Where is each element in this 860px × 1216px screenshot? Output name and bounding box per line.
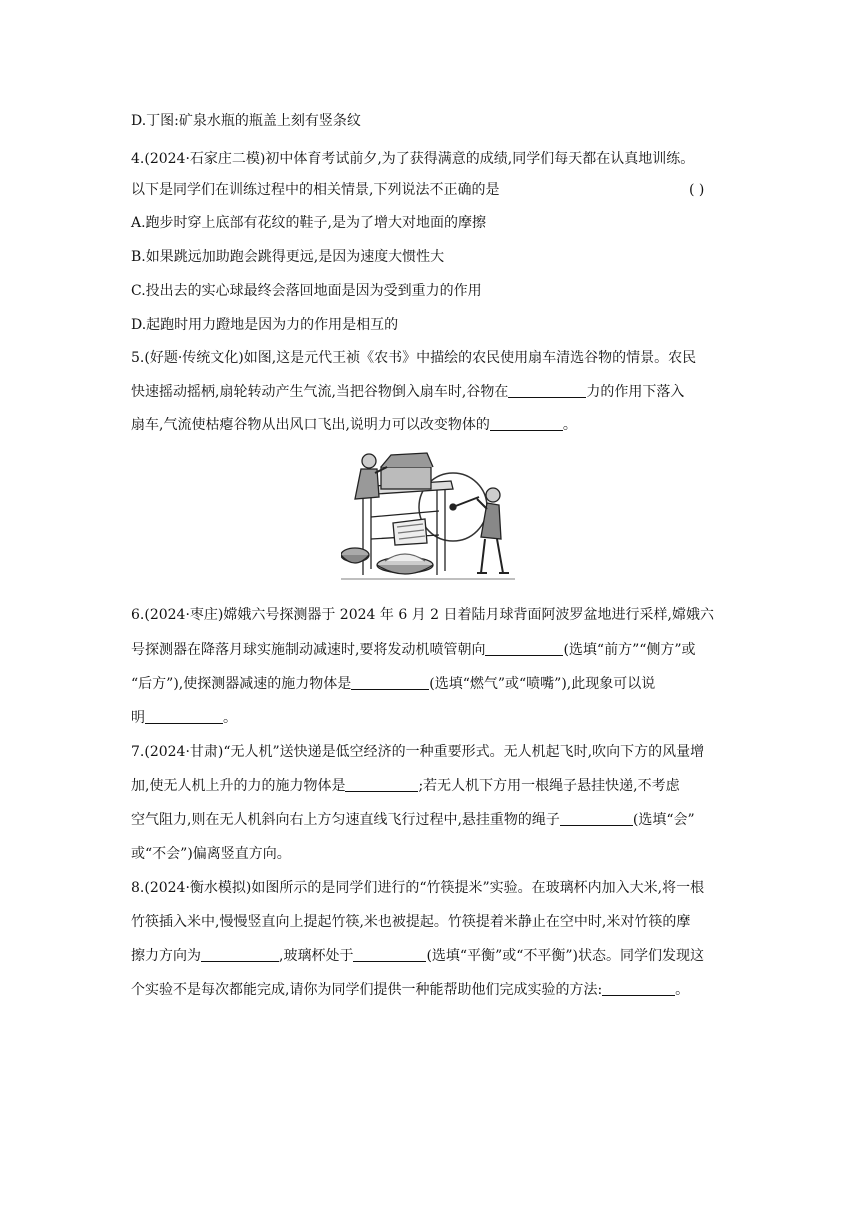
q3-option-d: D.丁图:矿泉水瓶的瓶盖上刻有竖条纹 [131, 113, 361, 129]
q6-line3-text-a: “后方”),使探测器减速的施力物体是 [131, 676, 352, 692]
q4-stem-line2: 以下是同学们在训练过程中的相关情景,下列说法不正确的是 [131, 182, 500, 198]
q7-line3 [131, 810, 731, 830]
q5-line1: 5.(好题·传统文化)如图,这是元代王祯《农书》中描绘的农民使用扇车清选谷物的情景。农民 [131, 350, 697, 366]
q6-blank-3[interactable] [145, 709, 223, 724]
q8-line4 [131, 980, 731, 1000]
q7-line2-text-a: 加,使无人机上升的力的施力物体是 [131, 778, 346, 794]
q8-line3-text-b: ,玻璃杯处于 [279, 948, 354, 964]
q7-blank-1[interactable] [345, 777, 418, 792]
q4-option-a: A.跑步时穿上底部有花纹的鞋子,是为了增大对地面的摩擦 [131, 215, 487, 231]
q5-line3-text-b: 。 [562, 417, 577, 433]
q8-line1: 8.(2024·衡水模拟)如图所示的是同学们进行的“竹筷提米”实验。在玻璃杯内加入大米,将一根 [131, 880, 705, 896]
q6-line2-text-b: (选填“前方”“侧方”或 [563, 642, 696, 658]
q8-line3-text-a: 擦力方向为 [131, 948, 201, 964]
q6-line3-text-b: (选填“燃气”或“喷嘴”),此现象可以说 [429, 676, 656, 692]
q8-blank-1[interactable] [201, 947, 279, 962]
q6-blank-2[interactable] [351, 675, 429, 690]
q4-option-b: B.如果跳远加助跑会跳得更远,是因为速度大惯性大 [131, 249, 445, 265]
q6-line2 [131, 640, 731, 660]
q6-line4-text-b: 。 [223, 710, 237, 726]
winnowing-machine-illustration-icon [341, 447, 515, 585]
q8-line4-text-a: 个实验不是每次都能完成,请你为同学们提供一种能帮助他们完成实验的方法: [131, 982, 603, 998]
q7-line3-text-a: 空气阻力,则在无人机斜向右上方匀速直线飞行过程中,悬挂重物的绳子 [131, 812, 560, 828]
q7-blank-2[interactable] [560, 811, 633, 826]
q5-blank-2[interactable] [490, 416, 563, 431]
q6-line4 [131, 708, 731, 728]
q6-line3 [131, 674, 731, 694]
q8-blank-3[interactable] [602, 981, 675, 996]
q5-line3 [131, 415, 731, 435]
q4-stem-line1: 4.(2024·石家庄二模)初中体育考试前夕,为了获得满意的成绩,同学们每天都在认真地训练。 [131, 151, 695, 167]
q6-line4-text-a: 明 [131, 710, 145, 726]
q8-line4-text-b: 。 [675, 982, 690, 998]
q8-line3-text-c: (选填“平衡”或“不平衡”)状态。同学们发现这 [426, 948, 705, 964]
q5-blank-1[interactable] [508, 383, 586, 398]
q7-line3-text-b: (选填“会” [632, 812, 695, 828]
q6-line1: 6.(2024·枣庄)嫦娥六号探测器于 2024 年 6 月 2 日着陆月球背面阿波罗盆地进行采样,嫦娥六 [131, 607, 714, 623]
q4-answer-bracket[interactable]: ( ) [689, 182, 705, 198]
q4-option-d: D.起跑时用力蹬地是因为力的作用是相互的 [131, 317, 399, 333]
q5-line2 [131, 382, 731, 402]
q4-option-c: C.投出去的实心球最终会落回地面是因为受到重力的作用 [131, 283, 482, 299]
q8-line3 [131, 946, 731, 966]
q5-line2-text-a: 快速摇动摇柄,扇轮转动产生气流,当把谷物倒入扇车时,谷物在 [131, 384, 509, 400]
q7-line1: 7.(2024·甘肃)“无人机”送快递是低空经济的一种重要形式。无人机起飞时,吹向下方的风量增 [131, 744, 705, 760]
q5-line3-text-a: 扇车,气流使枯瘪谷物从出风口飞出,说明力可以改变物体的 [131, 417, 490, 433]
q8-line2: 竹筷插入米中,慢慢竖直向上提起竹筷,米也被提起。竹筷提着米静止在空中时,米对竹筷的摩 [131, 914, 691, 930]
q7-line4: 或“不会”)偏离竖直方向。 [131, 846, 291, 862]
q8-blank-2[interactable] [353, 947, 426, 962]
q7-line2 [131, 776, 731, 796]
q7-line2-text-b: ;若无人机下方用一根绳子悬挂快递,不考虑 [418, 778, 680, 794]
q6-blank-1[interactable] [485, 641, 563, 656]
q6-line2-text-a: 号探测器在降落月球实施制动减速时,要将发动机喷管朝向 [131, 642, 486, 658]
q5-line2-text-b: 力的作用下落入 [586, 384, 685, 400]
